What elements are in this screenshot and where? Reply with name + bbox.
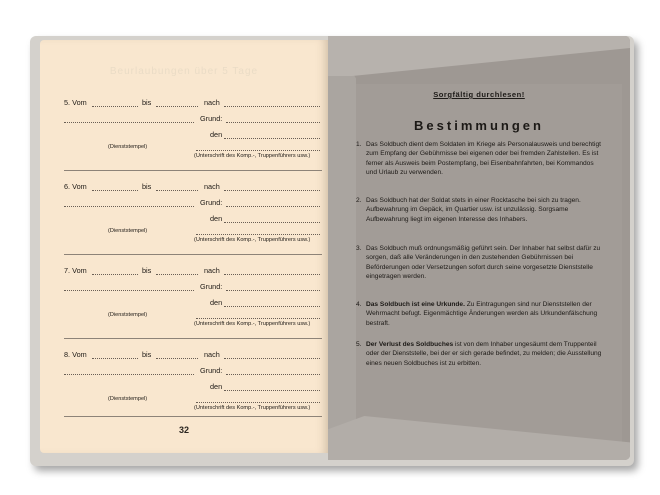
entry-unterschrift: (Unterschrift des Komp.-, Truppenführers usw.) (194, 321, 311, 327)
leave-entry-7 (64, 266, 320, 346)
entry-vom-label: 7. Vom (64, 266, 87, 275)
entry-vom-label: 6. Vom (64, 182, 87, 191)
entry-bis-label: bis (142, 182, 152, 191)
right-page (328, 36, 630, 460)
warning-text: Sorgfältig durchlesen! (433, 90, 525, 99)
entry-bis-label: bis (142, 98, 152, 107)
entry-nach-label: nach (204, 98, 220, 107)
entry-nach-label: nach (204, 350, 220, 359)
rule-number: 3. (356, 245, 362, 252)
entry-separator (64, 338, 322, 339)
entry-vom-label: 5. Vom (64, 98, 87, 107)
rule-2 (356, 196, 606, 224)
rule-3 (356, 244, 606, 281)
entry-vom-label: 8. Vom (64, 350, 87, 359)
rule-5 (356, 340, 606, 368)
rule-bold-text: Der Verlust des Soldbuches (366, 341, 454, 348)
entry-grund-label: Grund: (200, 198, 223, 207)
rule-number: 4. (356, 301, 362, 308)
rule-text: Zu Eintragungen sind nur Dienststellen der Wehrmacht befugt. Eigenmächtige Änderungen werden als Urkundenfälschung bestraft. (366, 301, 598, 327)
entry-unterschrift: (Unterschrift des Komp.-, Truppenführers usw.) (194, 153, 311, 159)
rule-number: 2. (356, 197, 362, 204)
entry-dienststempel: (Dienststempel) (108, 312, 148, 318)
rule-text: Das Soldbuch hat der Soldat stets in einer Rocktasche bei sich zu tragen. Aufbewahrung im Gepäck, im Quartier usw. ist unzulässig. Sorgsame Aufbewahrung liegt im eigenen Interesse des Inhabers. (366, 197, 581, 223)
rule-text: ist von dem Inhaber ungesäumt dem Truppenteil oder der Dienststelle, bei der er sich gerade befindet, zu melden; die Ausstellung eines neuen Soldbuches ist zu erbitten. (366, 341, 602, 367)
entry-dienststempel: (Dienststempel) (108, 144, 148, 150)
pocket-top-flap (328, 36, 630, 76)
leave-entry-6 (64, 182, 320, 262)
entry-den-label: den (210, 130, 223, 139)
rules-heading: Bestimmungen (414, 118, 544, 133)
ghost-heading: Beurlaubungen über 5 Tage (109, 66, 259, 77)
entry-bis-label: bis (142, 350, 152, 359)
left-page (40, 40, 328, 453)
leave-entry-5 (64, 98, 320, 178)
entry-den-label: den (210, 298, 223, 307)
entry-nach-label: nach (204, 266, 220, 275)
entry-den-label: den (210, 214, 223, 223)
entry-separator (64, 416, 322, 417)
leave-entry-8 (64, 350, 320, 430)
entry-grund-label: Grund: (200, 282, 223, 291)
entry-bis-label: bis (142, 266, 152, 275)
entry-separator (64, 170, 322, 171)
entry-dienststempel: (Dienststempel) (108, 228, 148, 234)
pocket-side-flap (328, 36, 356, 460)
rule-text: Das Soldbuch muß ordnungsmäßig geführt sein. Der Inhaber hat selbst dafür zu sorgen, daß alle Veränderungen in den zustehenden Gebührnissen bei Beförderungen oder Versetzungen sofort durch seine vorgesetzte Dienststelle eingetragen werden. (366, 245, 601, 280)
page-number: 32 (178, 425, 189, 435)
entry-unterschrift: (Unterschrift des Komp.-, Truppenführers usw.) (194, 405, 311, 411)
entry-grund-label: Grund: (200, 114, 223, 123)
entry-unterschrift: (Unterschrift des Komp.-, Truppenführers usw.) (194, 237, 311, 243)
entry-dienststempel: (Dienststempel) (108, 396, 148, 402)
rule-number: 1. (356, 141, 362, 148)
rule-number: 5. (356, 341, 362, 348)
entry-separator (64, 254, 322, 255)
rule-bold-text: Das Soldbuch ist eine Urkunde. (366, 301, 465, 308)
rule-1 (356, 140, 606, 177)
rule-4 (356, 300, 606, 328)
entry-den-label: den (210, 382, 223, 391)
rule-text: Das Soldbuch dient dem Soldaten im Kriege als Personalausweis und berechtigt zum Empfang der Gebührnisse bei eigenen oder bei fremden Zahlstellen. Es ist ferner als Ausweis beim Postempfang, bei Eisenbahnfahrten, bei Kommandos und Urlaub zu verwenden. (366, 141, 601, 176)
entry-grund-label: Grund: (200, 366, 223, 375)
entry-nach-label: nach (204, 182, 220, 191)
